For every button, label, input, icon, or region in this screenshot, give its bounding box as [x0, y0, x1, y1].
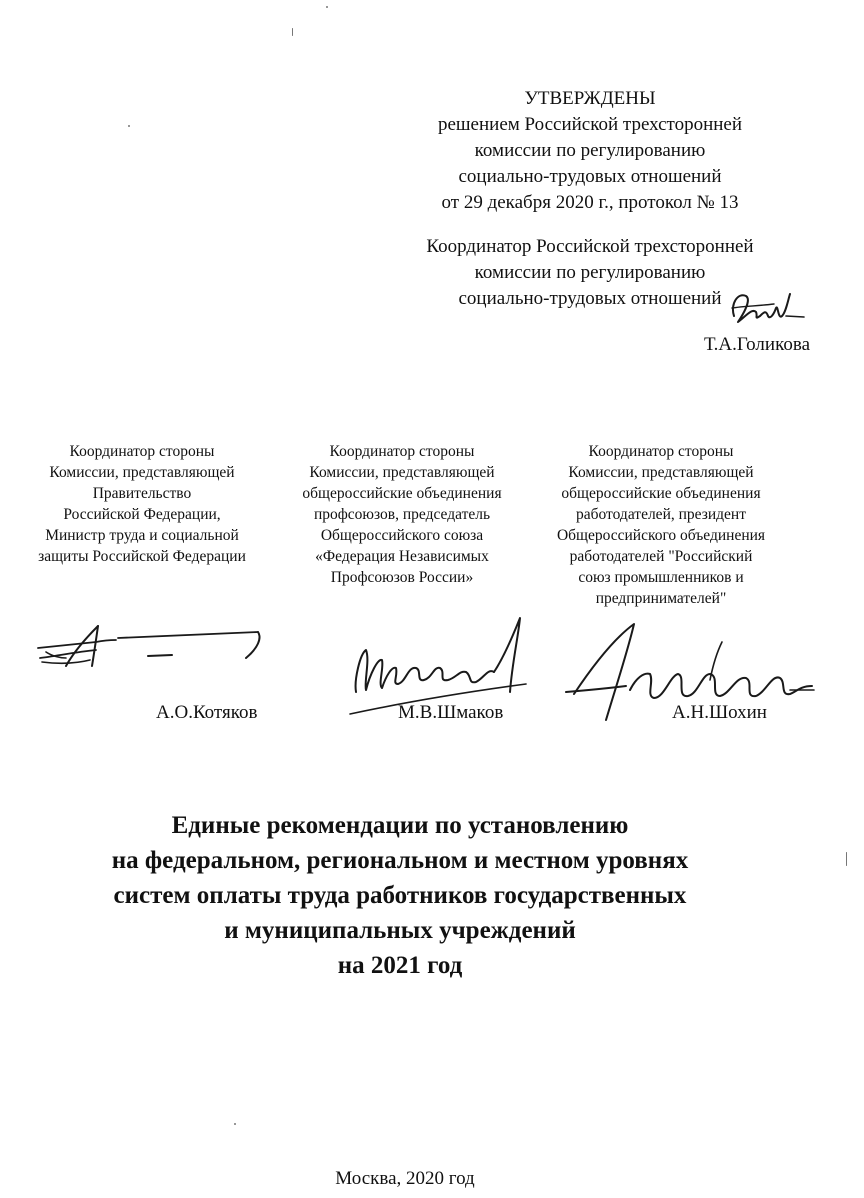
signatory-line: Правительство: [92, 485, 192, 502]
coordinator-name: Т.А.Голикова: [703, 334, 810, 355]
coordinator-line: социально-трудовых отношений: [458, 288, 722, 309]
approval-line: социально-трудовых отношений: [458, 166, 722, 187]
signatory-line: Координатор стороны: [329, 443, 475, 460]
scan-speck: [128, 125, 130, 127]
signatory-line: Российской Федерации,: [63, 506, 221, 523]
signatory-line: Общероссийского объединения: [556, 527, 766, 544]
approval-line: решением Российской трехсторонней: [437, 114, 743, 135]
scan-speck: [234, 1123, 236, 1125]
signatory-government: [12, 441, 272, 567]
signatory-line: Координатор стороны: [588, 443, 734, 460]
signatory-line: профсоюзов, председатель: [313, 506, 491, 523]
signatory-line: работодателей, президент: [576, 506, 746, 523]
coordinator-line: Координатор Российской трехсторонней: [426, 236, 754, 257]
place-and-year: Москва, 2020 год: [335, 1168, 475, 1189]
scan-speck: [292, 28, 293, 36]
approval-line: от 29 декабря 2020 г., протокол № 13: [441, 192, 739, 213]
signatory-line: Общероссийского союза: [320, 527, 484, 544]
signatory-line: защиты Российской Федерации: [38, 548, 246, 565]
signatory-line: общероссийские объединения: [302, 485, 502, 502]
coordinator-line: комиссии по регулированию: [474, 262, 706, 283]
signatory-line: «Федерация Независимых: [315, 548, 489, 565]
title-line: на федеральном, региональном и местном уровнях: [111, 847, 689, 874]
signatory-name: А.О.Котяков: [156, 702, 258, 723]
approval-block: [400, 86, 780, 216]
kotyakov-signature: [36, 618, 276, 678]
title-line: на 2021 год: [337, 952, 463, 979]
scan-speck: [326, 6, 328, 8]
title-line: Единые рекомендации по установлению: [171, 812, 629, 839]
signatory-line: работодателей "Российский: [569, 548, 753, 565]
signatory-line: предпринимателей": [595, 590, 727, 607]
signatory-line: союз промышленников и: [578, 569, 744, 586]
signatory-line: Министр труда и социальной: [45, 527, 239, 544]
signatory-name: М.В.Шмаков: [398, 702, 504, 723]
signatory-line: Профсоюзов России»: [330, 569, 474, 586]
signatory-line: общероссийские объединения: [561, 485, 761, 502]
signatory-line: Комиссии, представляющей: [49, 464, 235, 481]
approval-heading: УТВЕРЖДЕНЫ: [524, 88, 656, 109]
signatory-line: Комиссии, представляющей: [309, 464, 495, 481]
signatory-name: А.Н.Шохин: [672, 702, 767, 723]
signatory-line: Комиссии, представляющей: [568, 464, 754, 481]
signatory-line: Координатор стороны: [69, 443, 215, 460]
approval-line: комиссии по регулированию: [474, 140, 706, 161]
scan-speck: [846, 852, 847, 866]
golikova-signature: [728, 286, 808, 332]
title-line: и муниципальных учреждений: [224, 917, 576, 944]
document-title: [40, 808, 760, 983]
signatory-unions: [272, 441, 532, 588]
title-line: систем оплаты труда работников государственных: [113, 882, 687, 909]
signatory-employers: [526, 441, 796, 609]
